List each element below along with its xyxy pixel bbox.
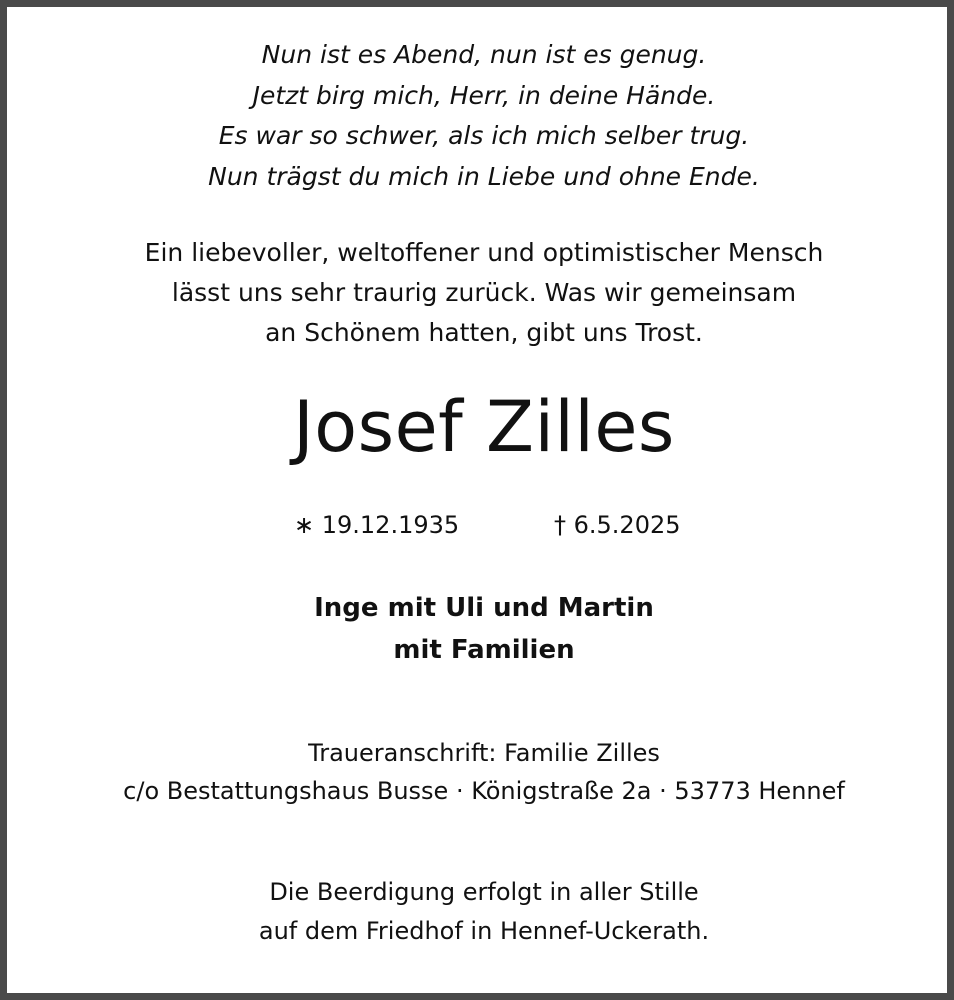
birth-date: ∗ 19.12.1935 [294, 511, 460, 539]
mourners [7, 587, 954, 671]
tribute-line: lässt uns sehr traurig zurück. Was wir gemeinsam [171, 278, 797, 307]
poem-line: Nun trägst du mich in Liebe und ohne Ende. [208, 161, 760, 191]
deceased-name: Josef Zilles [293, 386, 675, 468]
poem [7, 35, 954, 197]
address-line: Traueranschrift: Familie Zilles [308, 739, 660, 767]
poem-line: Jetzt birg mich, Herr, in deine Hände. [252, 80, 716, 110]
funeral-info [7, 873, 954, 951]
funeral-line: Die Beerdigung erfolgt in aller Stille [269, 878, 699, 906]
tribute-line: an Schönem hatten, gibt uns Trost. [265, 318, 703, 347]
poem-line: Nun ist es Abend, nun ist es genug. [261, 40, 707, 69]
mourners-line: Inge mit Uli und Martin [314, 593, 654, 623]
mourning-address [7, 734, 954, 810]
tribute-line: Ein liebevoller, weltoffener und optimistischer Mensch [144, 238, 824, 267]
mourners-line: mit Familien [393, 635, 575, 665]
death-date: † 6.5.2025 [554, 511, 681, 539]
poem-line: Es war so schwer, als ich mich selber trug. [218, 121, 750, 150]
funeral-line: auf dem Friedhof in Hennef-Uckerath. [258, 917, 710, 945]
tribute-text [7, 233, 954, 353]
address-line: c/o Bestattungshaus Busse · Königstraße 2a · 53773 Hennef [123, 777, 845, 805]
